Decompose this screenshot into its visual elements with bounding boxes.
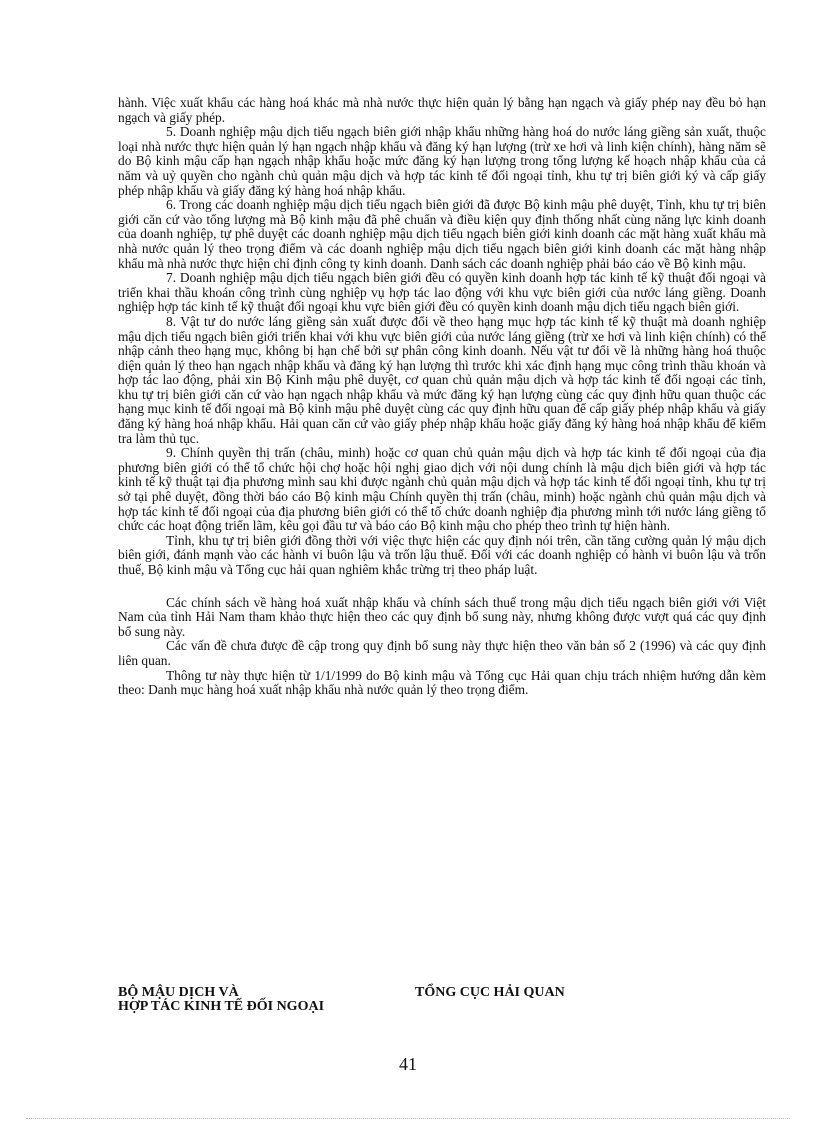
paragraph: 8. Vật tư do nước láng giềng sản xuất được đổi về theo hạng mục hợp tác kinh tế kỹ thuật mà doanh nghiệp mậu dịch tiểu ngạch biên giới triển khai với khu vực biên giới của nước láng giềng (trừ xe hơi và linh kiện chính) có thể nhập cảnh theo hạng mục, không bị hạn chế bởi sự phân công kinh doanh. Nếu vật tư đổi về là những hàng hoá thuộc diện quản lý theo hạn ngạch nhập khẩu và đăng ký hạn lượng thì trước khi xác định hạng mục công trình thầu khoán và hợp tác lao động, phải xin Bộ Kinh mậu phê duyệt, cơ quan chủ quản mậu dịch và hợp tác kinh tế đối ngoại các tỉnh, khu tự trị biên giới căn cứ vào hạn ngạch nhập khẩu và mức đăng ký hạn lượng cùng các quy định hữu quan thuộc các hạng mục kinh tế đối ngoại mà Bộ kinh mậu phê duyệt cùng các quy định hữu quan để cấp giấy phép nhập khẩu và giấy đăng ký hàng hoá nhập khẩu. Hải quan căn cứ vào giấy phép nhập khẩu hoặc giấy đăng ký hàng hoá nhập khẩu để kiểm tra làm thủ tục. xyxy=(118,313,766,446)
page-number: 41 xyxy=(399,1054,417,1074)
footer-divider xyxy=(26,1118,790,1119)
signature-left xyxy=(118,986,324,1014)
signature-right-line1: TỔNG CỤC HẢI QUAN xyxy=(415,985,565,1000)
paragraph: 6. Trong các doanh nghiệp mậu dịch tiểu ngạch biên giới đã được Bộ kinh mậu phê duyệt, Tỉnh, khu tự trị biên giới căn cứ vào tổng lượng mà Bộ kinh mậu đã phê chuẩn và điều kiện quy định thống nhất cùng năng lực kinh doanh của doanh nghiệp, tự phê duyệt các doanh nghiệp mậu dịch tiểu ngạch biên giới kinh doanh các mặt hàng xuất khẩu mà nhà nước quản lý theo trọng điểm và các doanh nghiệp mậu dịch tiểu ngạch biên giới kinh doanh các mặt hàng nhập khẩu mà nhà nước thực hiện chỉ định công ty kinh doanh. Danh sách các doanh nghiệp phải báo cáo về Bộ kinh mậu. xyxy=(118,197,766,271)
paragraph: Tỉnh, khu tự trị biên giới đồng thời với việc thực hiện các quy định nói trên, cần tăng cường quản lý mậu dịch biên giới, đánh mạnh vào các hành vi buôn lậu và trốn lậu thuế. Đối với các doanh nghiệp có hành vi buôn lậu và trốn thuế, Bộ kinh mậu và Tổng cục hải quan nghiêm khắc trừng trị theo pháp luật. xyxy=(118,532,766,577)
signature-left-line1: BỘ MẬU DỊCH VÀ xyxy=(118,985,239,1000)
document-body xyxy=(118,96,766,698)
paragraph: 9. Chính quyền thị trấn (châu, minh) hoặc cơ quan chủ quản mậu dịch và hợp tác kinh tế đối ngoại của địa phương biên giới có thể tổ chức hội chợ hoặc hội nghị giao dịch với nội dung chính là mậu dịch biên giới và hợp tác kinh tế kỹ thuật tại địa phương mình sau khi được ngành chủ quản mậu dịch và hợp tác kinh tế đối ngoại tỉnh, khu tự trị sở tại phê duyệt, đồng thời báo cáo Bộ kinh mậu Chính quyền thị trấn (châu, minh) hoặc ngành chủ quản mậu dịch và hợp tác kinh tế đối ngoại của địa phương biên giới có thể tổ chức doanh nghiệp địa phương mình tới nước láng giềng tổ chức các hoạt động triển lãm, kêu gọi đầu tư và báo cáo Bộ kinh mậu cho phép theo trình tự hiện hành. xyxy=(118,445,766,534)
paragraph: hành. Việc xuất khẩu các hàng hoá khác mà nhà nước thực hiện quản lý bằng hạn ngạch và giấy phép nay đều bỏ hạn ngạch và giấy phép. xyxy=(118,95,766,125)
paragraph: Các vấn đề chưa được đề cập trong quy định bổ sung này thực hiện theo văn bản số 2 (1996) và các quy định liên quan. xyxy=(118,638,766,668)
paragraph: Các chính sách về hàng hoá xuất nhập khẩu và chính sách thuế trong mậu dịch tiểu ngạch biên giới với Việt Nam của tỉnh Hải Nam tham khảo thực hiện theo các quy định bổ sung này, nhưng không được vượt quá các quy định bổ sung này. xyxy=(118,594,766,639)
paragraph: 7. Doanh nghiệp mậu dịch tiểu ngạch biên giới đều có quyền kinh doanh hợp tác kinh tế kỹ thuật đối ngoại và triển khai thầu khoán công trình cùng nghiệp vụ hợp tác lao động với khu vực biên giới của nước láng giềng. Doanh nghiệp hợp tác kinh tế kỹ thuật đối ngoại khu vực biên giới đều có quyền kinh doanh mậu dịch tiểu ngạch biên giới. xyxy=(118,270,766,315)
paragraph: 5. Doanh nghiệp mậu dịch tiểu ngạch biên giới nhập khẩu những hàng hoá do nước láng giềng sản xuất, thuộc loại nhà nước thực hiện quản lý hạn ngạch nhập khẩu và đăng ký hạn lượng (trừ xe hơi và linh kiện chính), hàng năm sẽ do Bộ kinh mậu cấp hạn ngạch nhập khẩu hoặc mức đăng ký hạn lượng trong tổng lượng kế hoạch nhập khẩu của cả năm và uỷ quyền cho ngành chủ quản mậu dịch và hợp tác kinh tế đối ngoại tỉnh, khu tự trị biên giới ký và cấp giấy phép nhập khẩu và giấy đăng ký hàng hoá nhập khẩu. xyxy=(118,124,766,198)
signature-left-line2: HỢP TÁC KINH TẾ ĐỐI NGOẠI xyxy=(118,999,325,1014)
signature-right xyxy=(415,986,565,1000)
paragraph-gap xyxy=(118,578,766,596)
paragraph: Thông tư này thực hiện từ 1/1/1999 do Bộ kinh mậu và Tổng cục Hải quan chịu trách nhiệm hướng dẫn kèm theo: Danh mục hàng hoá xuất nhập khẩu nhà nước quản lý theo trọng điểm. xyxy=(118,667,766,698)
